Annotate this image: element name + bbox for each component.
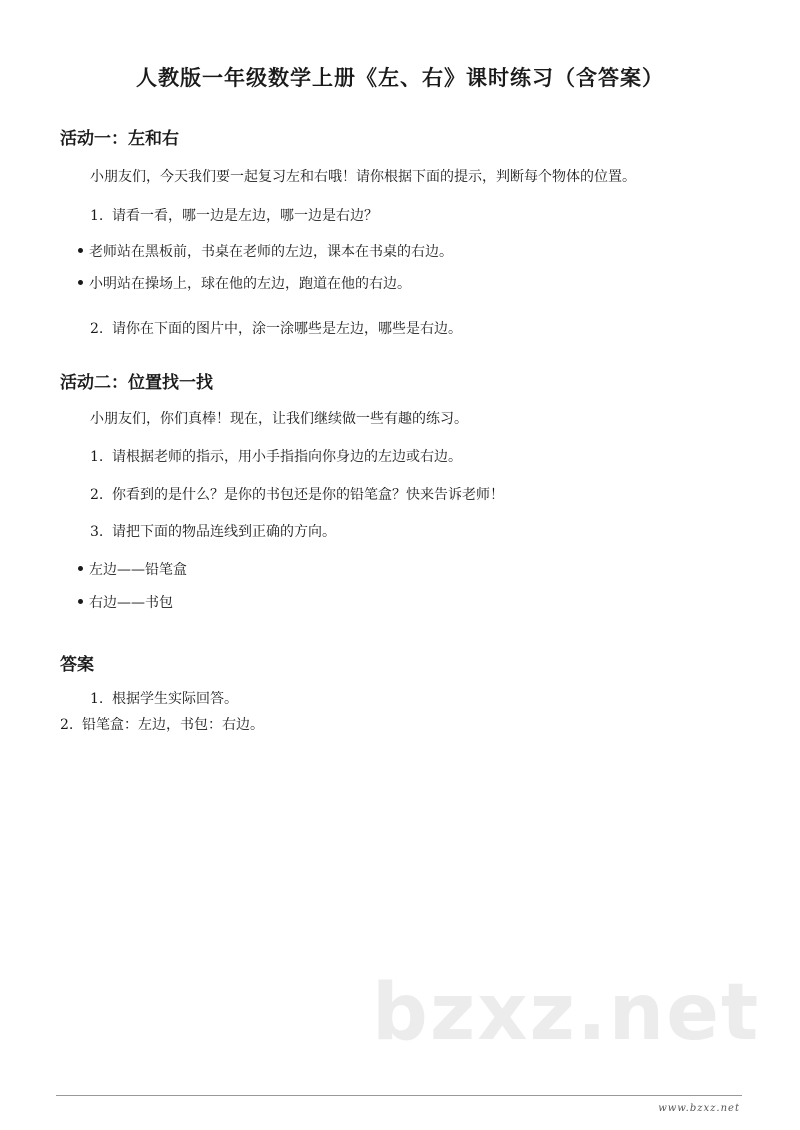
bullet-icon — [78, 280, 83, 285]
list-item-text: 小明站在操场上，球在他的左边，跑道在他的右边。 — [89, 276, 411, 292]
page-title: 人教版一年级数学上册《左、右》课时练习（含答案） — [136, 66, 664, 90]
activity1-heading: 活动一：左和右 — [60, 129, 179, 149]
answer-number: 1. — [90, 691, 104, 707]
question-number: 2. — [90, 487, 104, 503]
answer-number: 2. — [60, 717, 74, 733]
activity2-heading: 活动二：位置找一找 — [60, 373, 213, 393]
bullet-icon — [78, 599, 83, 604]
answer-1 — [90, 688, 238, 708]
question-number: 1. — [90, 208, 104, 224]
question-text: 你看到的是什么？是你的书包还是你的铅笔盒？快来告诉老师！ — [112, 487, 504, 503]
question-number: 1. — [90, 449, 104, 465]
activity1-intro: 小朋友们，今天我们要一起复习左和右哦！请你根据下面的提示，判断每个物体的位置。 — [90, 169, 636, 185]
bullet-icon — [78, 566, 83, 571]
list-item — [78, 559, 187, 579]
answer-text: 根据学生实际回答。 — [112, 691, 238, 707]
answer-2 — [60, 714, 264, 734]
footer-url: www.bzxz.net — [658, 1103, 740, 1114]
question-number: 2. — [90, 321, 104, 337]
activity1-question-1 — [90, 205, 378, 225]
activity2-question-2 — [90, 484, 504, 504]
activity2-question-3 — [90, 521, 336, 541]
question-text: 请把下面的物品连线到正确的方向。 — [112, 524, 336, 540]
list-item — [78, 273, 411, 293]
answer-text: 铅笔盒：左边，书包：右边。 — [82, 717, 264, 733]
activity2-question-1 — [90, 446, 462, 466]
list-item-text: 右边——书包 — [89, 595, 173, 611]
question-text: 请看一看，哪一边是左边，哪一边是右边？ — [112, 208, 378, 224]
list-item-text: 老师站在黑板前，书桌在老师的左边，课本在书桌的右边。 — [89, 244, 453, 260]
list-item — [78, 241, 453, 261]
list-item-text: 左边——铅笔盒 — [89, 562, 187, 578]
question-text: 请根据老师的指示，用小手指指向你身边的左边或右边。 — [112, 449, 462, 465]
bullet-icon — [78, 248, 83, 253]
list-item — [78, 592, 173, 612]
answers-heading: 答案 — [60, 655, 94, 675]
footer-divider — [56, 1095, 742, 1096]
question-number: 3. — [90, 524, 104, 540]
question-text: 请你在下面的图片中，涂一涂哪些是左边，哪些是右边。 — [112, 321, 462, 337]
watermark: bzxz.net — [372, 968, 761, 1058]
activity2-intro: 小朋友们，你们真棒！现在，让我们继续做一些有趣的练习。 — [90, 411, 468, 427]
activity1-question-2 — [90, 318, 462, 338]
